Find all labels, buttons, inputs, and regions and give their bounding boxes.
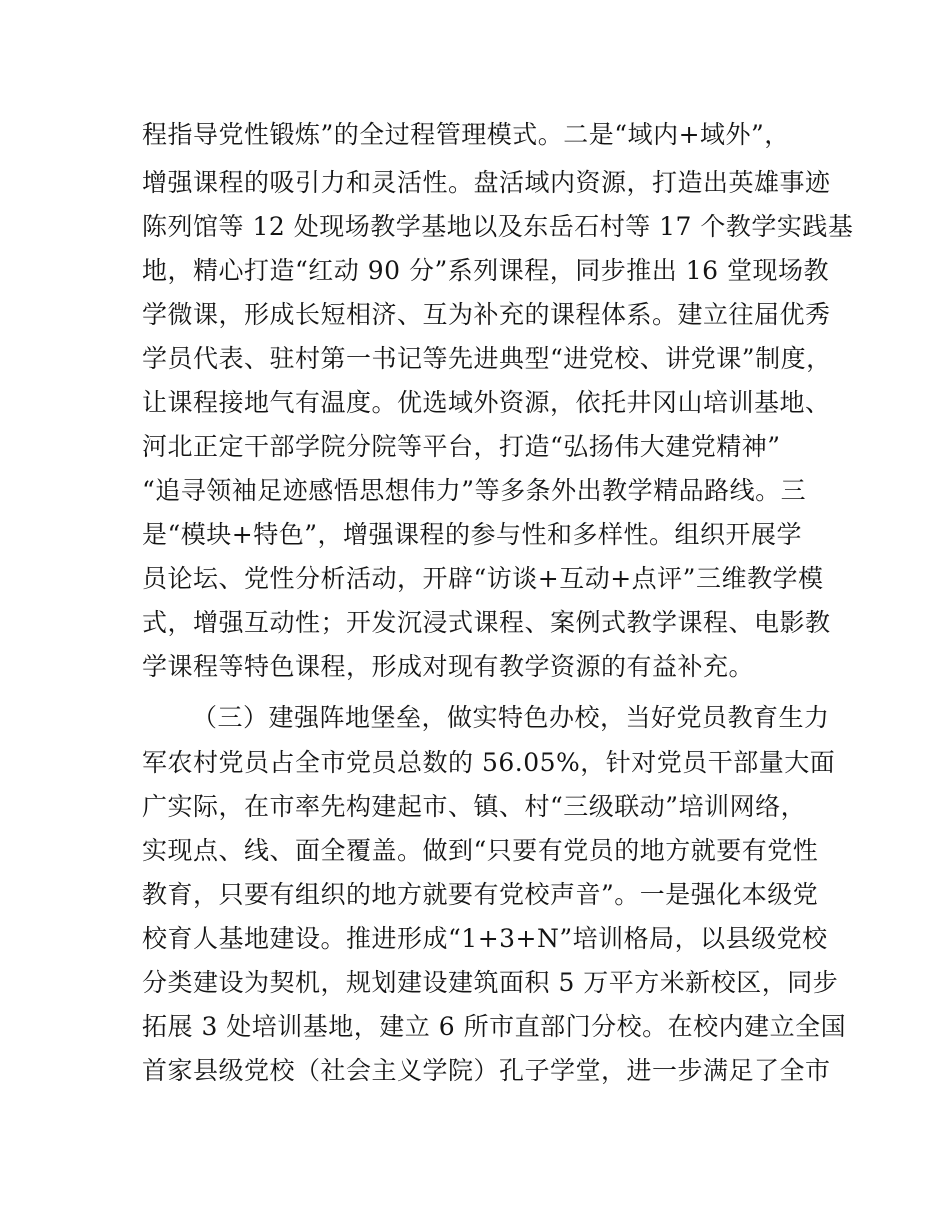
text-line-7: 让课程接地气有温度。优选域外资源，依托井冈山培训基地、 [142, 388, 831, 417]
text-line-18: 教育，只要有组织的地方就要有党校声音”。一是强化本级党 [142, 880, 819, 909]
text-line-4: 地，精心打造“红动 90 分”系列课程，同步推出 16 堂现场教 [142, 256, 829, 285]
text-line-15: 军农村党员占全市党员总数的 56.05%，针对党员干部量大面 [142, 748, 836, 777]
section-heading-line: （三）建强阵地堡垒，做实特色办校，当好党员教育生力 [192, 703, 830, 732]
text-line-17: 实现点、线、面全覆盖。做到“只要有党员的地方就要有党性 [142, 836, 819, 865]
text-line-10: 是“模块+特色”，增强课程的参与性和多样性。组织开展学 [142, 520, 803, 549]
text-line-19: 校育人基地建设。推进形成“1+3+N”培训格局，以县级党校 [142, 924, 828, 953]
text-line-1: 程指导党性锻炼”的全过程管理模式。二是“域内+域外”， [142, 120, 790, 149]
text-line-21: 拓展 3 处培训基地，建立 6 所市直部门分校。在校内建立全国 [142, 1012, 847, 1041]
text-line-3: 陈列馆等 12 处现场教学基地以及东岳石村等 17 个教学实践基 [142, 212, 854, 241]
text-line-11: 员论坛、党性分析活动，开辟“访谈+互动+点评”三维教学模 [142, 564, 824, 593]
text-line-13: 学课程等特色课程，形成对现有教学资源的有益补充。 [142, 652, 755, 681]
text-line-8: 河北正定干部学院分院等平台，打造“弘扬伟大建党精神” [142, 432, 781, 461]
text-line-5: 学微课，形成长短相济、互为补充的课程体系。建立往届优秀 [142, 300, 831, 329]
text-line-16: 广实际，在市率先构建起市、镇、村“三级联动”培训网络， [142, 792, 807, 821]
text-line-12: 式，增强互动性；开发沉浸式课程、案例式教学课程、电影教 [142, 608, 831, 637]
text-line-20: 分类建设为契机，规划建设建筑面积 5 万平方米新校区，同步 [142, 968, 839, 997]
text-line-9: “追寻领袖足迹感悟思想伟力”等多条外出教学精品路线。三 [142, 476, 807, 505]
text-line-22: 首家县级党校（社会主义学院）孔子学堂，进一步满足了全市 [142, 1056, 831, 1085]
text-line-2: 增强课程的吸引力和灵活性。盘活域内资源，打造出英雄事迹 [142, 168, 831, 197]
text-line-6: 学员代表、驻村第一书记等先进典型“进党校、讲党课”制度， [142, 344, 832, 373]
